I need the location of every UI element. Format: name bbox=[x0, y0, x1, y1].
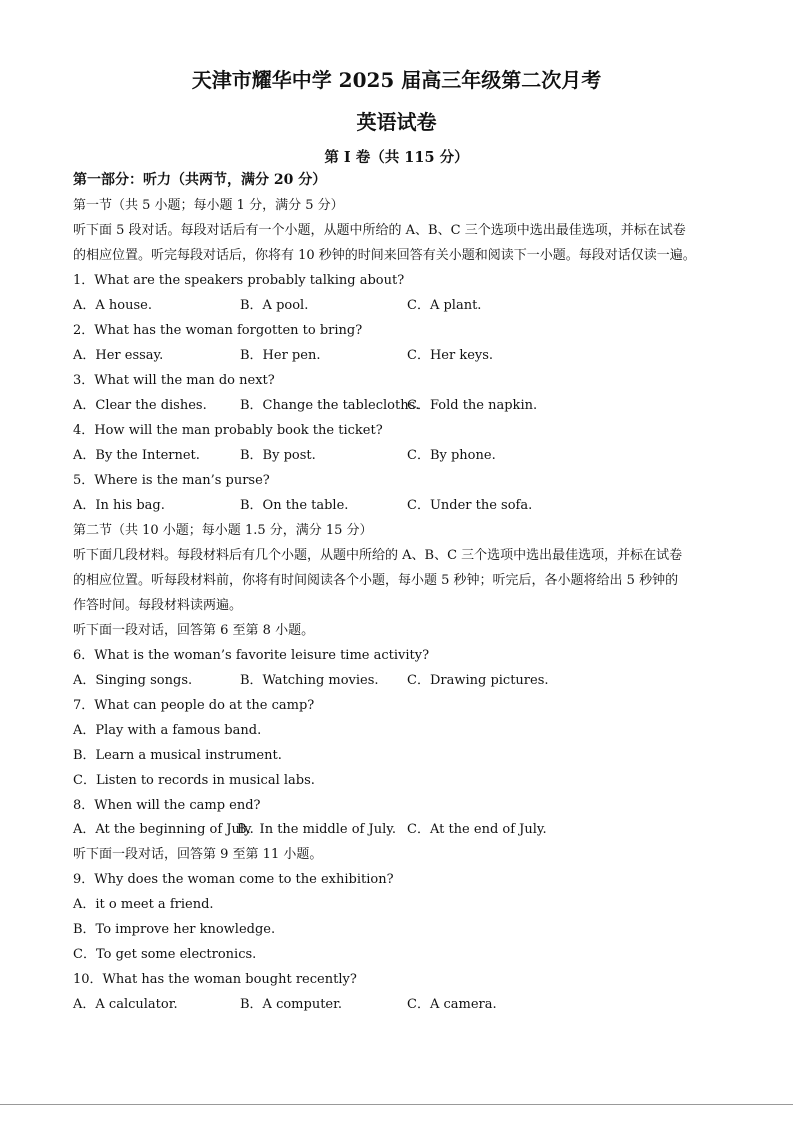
question-7-option-c: C．Listen to records in musical labs. bbox=[73, 773, 315, 788]
question-6-option-a: A．Singing songs. bbox=[73, 673, 193, 688]
question-9-option-b: B．To improve her knowledge. bbox=[73, 922, 276, 937]
question-10-option-b: B．A computer. bbox=[240, 997, 343, 1012]
question-6-option-c: C．Drawing pictures. bbox=[407, 673, 549, 688]
section2-heading: 第二节（共 10 小题；每小题 1.5 分，满分 15 分） bbox=[73, 523, 373, 538]
section2-instruction-line2: 的相应位置。听每段材料前，你将有时间阅读各个小题，每小题 5 秒钟；听完后，各小题将给出 5 秒钟的 bbox=[73, 573, 679, 588]
dialogue-note-9-11: 听下面一段对话，回答第 9 至第 11 小题。 bbox=[73, 847, 323, 862]
question-4-option-b: B．By post. bbox=[240, 448, 316, 463]
question-10-option-c: C．A camera. bbox=[407, 997, 497, 1012]
question-7-option-a: A．Play with a famous band. bbox=[73, 723, 262, 738]
exam-subject: 英语试卷 bbox=[356, 110, 437, 134]
question-1-option-b: B．A pool. bbox=[240, 298, 309, 313]
question-9-option-c: C．To get some electronics. bbox=[73, 947, 257, 962]
question-6-stem: 6．What is the woman’s favorite leisure time activity? bbox=[73, 648, 430, 663]
question-3-option-b: B．Change the tablecloths. bbox=[240, 398, 420, 413]
section1-instruction-line2: 的相应位置。听完每段对话后，你将有 10 秒钟的时间来回答有关小题和阅读下一小题。每段对话仅读一遍。 bbox=[73, 248, 696, 263]
question-4-option-c: C．By phone. bbox=[407, 448, 496, 463]
question-3-stem: 3．What will the man do next? bbox=[73, 373, 275, 388]
section2-instruction-line3: 作答时间。每段材料读两遍。 bbox=[73, 598, 243, 613]
question-2-option-a: A．Her essay. bbox=[73, 348, 164, 363]
part1-title: 第一部分：听力（共两节，满分 20 分） bbox=[73, 172, 327, 188]
question-9-stem: 9．Why does the woman come to the exhibition? bbox=[73, 872, 394, 887]
question-8-option-c: C．At the end of July. bbox=[407, 822, 547, 837]
question-1-stem: 1．What are the speakers probably talking about? bbox=[73, 273, 405, 288]
question-6-option-b: B．Watching movies. bbox=[240, 673, 379, 688]
question-5-stem: 5．Where is the man’s purse? bbox=[73, 473, 270, 488]
question-2-option-b: B．Her pen. bbox=[240, 348, 321, 363]
question-2-stem: 2．What has the woman forgotten to bring? bbox=[73, 323, 363, 338]
section1-heading: 第一节（共 5 小题；每小题 1 分，满分 5 分） bbox=[73, 198, 344, 213]
question-5-option-a: A．In his bag. bbox=[73, 498, 165, 513]
question-8-option-b: B．In the middle of July. bbox=[237, 822, 396, 837]
question-2-option-c: C．Her keys. bbox=[407, 348, 494, 363]
question-10-option-a: A．A calculator. bbox=[73, 997, 178, 1012]
question-7-stem: 7．What can people do at the camp? bbox=[73, 698, 315, 713]
question-1-option-a: A．A house. bbox=[73, 298, 152, 313]
dialogue-note-6-8: 听下面一段对话，回答第 6 至第 8 小题。 bbox=[73, 623, 315, 638]
question-1-option-c: C．A plant. bbox=[407, 298, 482, 313]
question-9-option-a: A．it o meet a friend. bbox=[73, 897, 214, 912]
question-5-option-b: B．On the table. bbox=[240, 498, 349, 513]
question-8-option-a: A．At the beginning of July. bbox=[73, 822, 254, 837]
question-8-stem: 8．When will the camp end? bbox=[73, 798, 261, 813]
question-7-option-b: B．Learn a musical instrument. bbox=[73, 748, 282, 763]
exam-title: 天津市耀华中学 2025 届高三年级第二次月考 bbox=[191, 68, 602, 92]
volume-heading: 第 I 卷（共 115 分） bbox=[324, 149, 469, 166]
question-3-option-c: C．Fold the napkin. bbox=[407, 398, 538, 413]
question-10-stem: 10．What has the woman bought recently? bbox=[73, 972, 357, 987]
question-4-stem: 4．How will the man probably book the ticket? bbox=[73, 423, 383, 438]
section1-instruction-line1: 听下面 5 段对话。每段对话后有一个小题，从题中所给的 A、B、C 三个选项中选出最佳选项，并标在试卷 bbox=[73, 223, 686, 238]
question-4-option-a: A．By the Internet. bbox=[73, 448, 200, 463]
section2-instruction-line1: 听下面几段材料。每段材料后有几个小题，从题中所给的 A、B、C 三个选项中选出最佳选项，并标在试卷 bbox=[73, 548, 683, 563]
question-3-option-a: A．Clear the dishes. bbox=[73, 398, 207, 413]
question-5-option-c: C．Under the sofa. bbox=[407, 498, 533, 513]
page-bottom-rule bbox=[0, 1104, 793, 1105]
